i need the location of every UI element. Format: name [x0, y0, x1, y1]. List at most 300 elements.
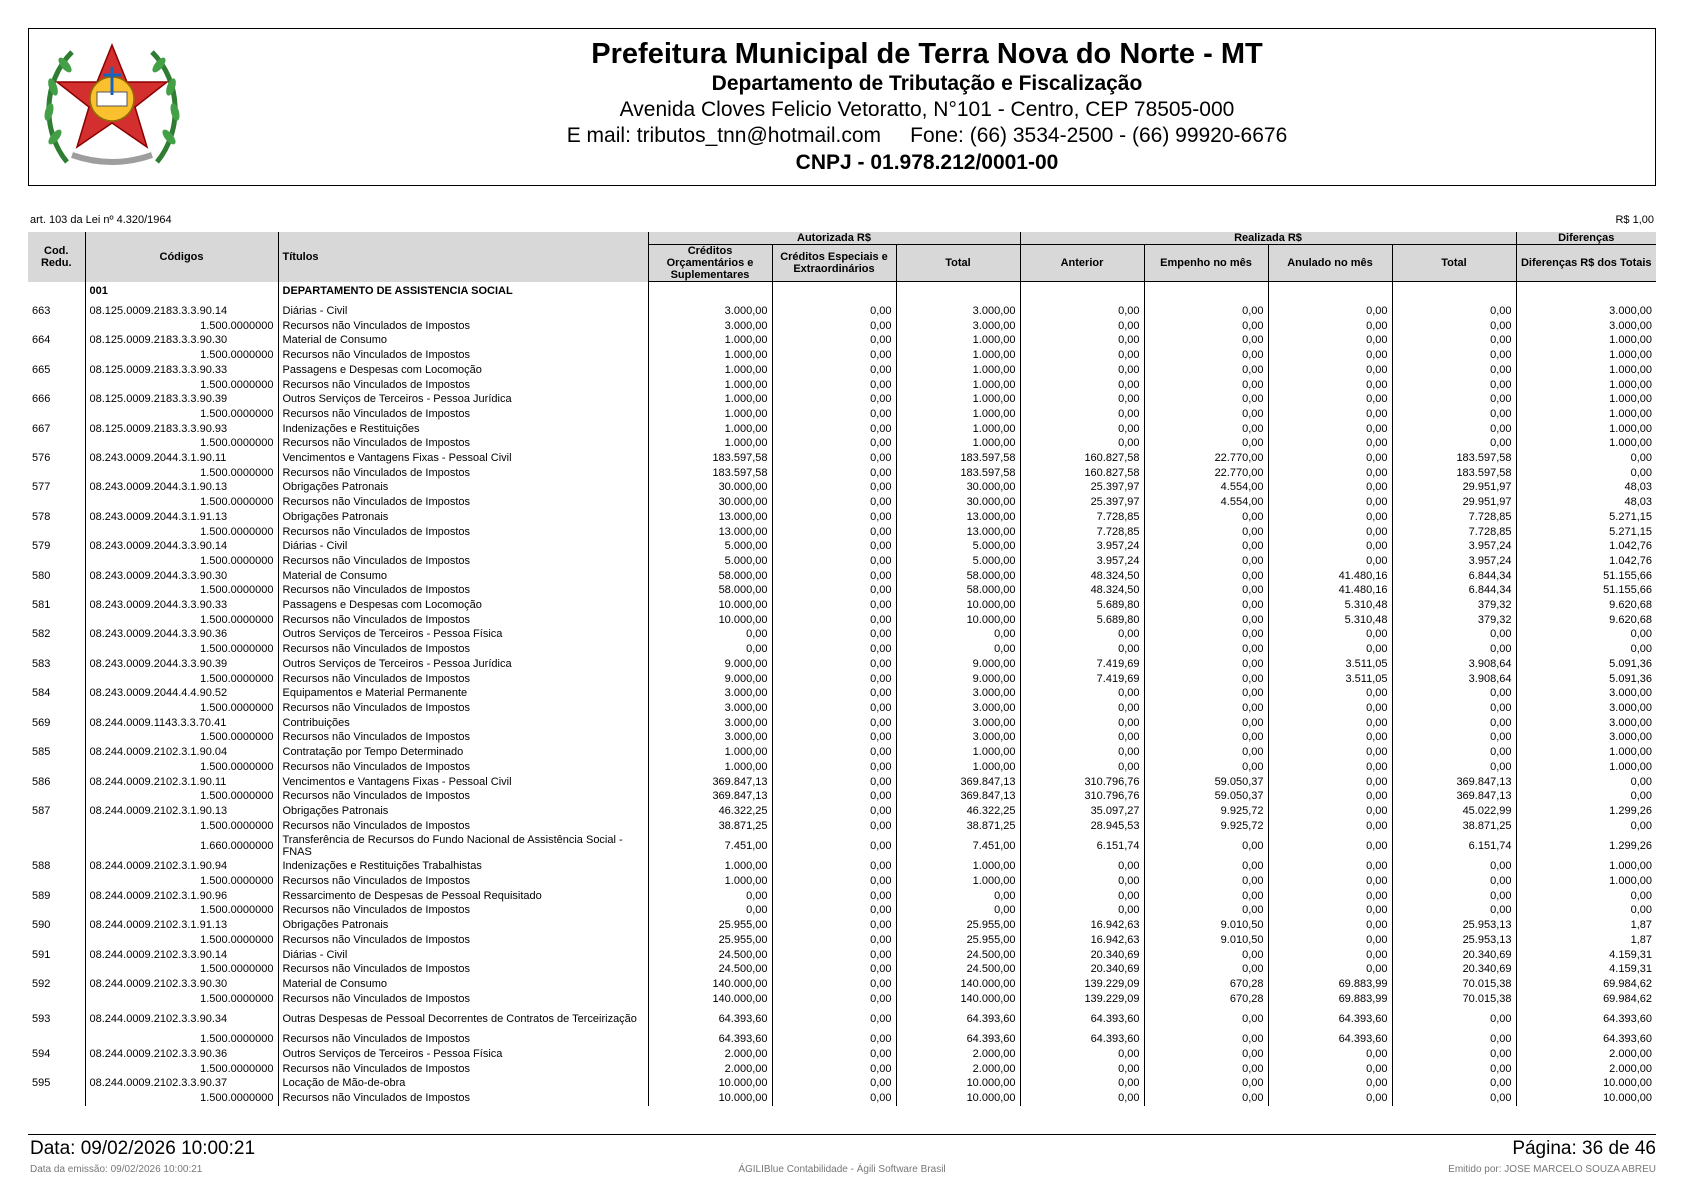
cell-cod: 576	[28, 451, 85, 466]
cell-codigo: 08.243.0009.2044.3.3.90.30	[85, 569, 278, 584]
cell-codigo: 1.500.0000000	[85, 730, 278, 745]
table-row	[28, 466, 1656, 481]
cell-creditos-especiais: 0,00	[772, 363, 896, 378]
cell-creditos-especiais: 0,00	[772, 378, 896, 393]
cell-codigo: 1.500.0000000	[85, 319, 278, 334]
cell-total-autorizada: 1.000,00	[896, 392, 1020, 407]
cell-titulo: Indenizações e Restituições Trabalhistas	[278, 859, 648, 874]
table-row	[28, 775, 1656, 790]
cell-creditos-especiais: 0,00	[772, 804, 896, 819]
cell-empenho: 0,00	[1144, 363, 1268, 378]
municipal-coat-of-arms-icon	[37, 37, 187, 177]
cell-titulo: Vencimentos e Vantagens Fixas - Pessoal Civil	[278, 451, 648, 466]
cell-anulado: 0,00	[1268, 889, 1392, 904]
cell-anulado: 0,00	[1268, 451, 1392, 466]
cell-titulo: Transferência de Recursos do Fundo Nacional de Assistência Social - FNAS	[278, 833, 648, 859]
cell-titulo: Outros Serviços de Terceiros - Pessoa Física	[278, 627, 648, 642]
cell-codigo: 08.243.0009.2044.3.3.90.39	[85, 657, 278, 672]
cell-total-realizada: 0,00	[1392, 1076, 1516, 1091]
cell-cod: 580	[28, 569, 85, 584]
cell-anulado: 0,00	[1268, 627, 1392, 642]
cell-total-realizada: 0,00	[1392, 1047, 1516, 1062]
cell-anterior: 0,00	[1020, 716, 1144, 731]
cell-codigo: 1.500.0000000	[85, 903, 278, 918]
cell-diferencas: 1.000,00	[1516, 348, 1656, 363]
cell-total-autorizada: 9.000,00	[896, 672, 1020, 687]
cell-creditos-orcamentarios: 58.000,00	[648, 583, 772, 598]
cell-titulo: Material de Consumo	[278, 977, 648, 992]
cell-diferencas: 51.155,66	[1516, 583, 1656, 598]
cell-cod: 590	[28, 918, 85, 933]
cell-total-autorizada: 24.500,00	[896, 948, 1020, 963]
cell-codigo: 1.500.0000000	[85, 378, 278, 393]
cell-cod: 579	[28, 539, 85, 554]
cell-total-realizada: 3.908,64	[1392, 657, 1516, 672]
cell-empenho: 670,28	[1144, 992, 1268, 1007]
cell-codigo: 1.500.0000000	[85, 407, 278, 422]
cell-diferencas: 1.000,00	[1516, 859, 1656, 874]
col-creditos-especiais: Créditos Especiais e Extraordinários	[772, 245, 896, 282]
cell-anulado: 5.310,48	[1268, 613, 1392, 628]
cell-empenho: 0,00	[1144, 642, 1268, 657]
cell-total-autorizada: 1.000,00	[896, 436, 1020, 451]
cell-empenho: 0,00	[1144, 304, 1268, 319]
cell-empenho: 0,00	[1144, 686, 1268, 701]
cell-anterior: 139.229,09	[1020, 977, 1144, 992]
cell-total-autorizada: 3.000,00	[896, 686, 1020, 701]
cell-cod	[28, 495, 85, 510]
table-row	[28, 918, 1656, 933]
cell-anulado: 41.480,16	[1268, 583, 1392, 598]
cell-creditos-orcamentarios: 369.847,13	[648, 775, 772, 790]
cell-cod	[28, 730, 85, 745]
cell-cod: 578	[28, 510, 85, 525]
cell-empenho: 0,00	[1144, 378, 1268, 393]
cell-total-realizada: 379,32	[1392, 613, 1516, 628]
cell-total-realizada: 0,00	[1392, 1006, 1516, 1032]
cell-creditos-orcamentarios: 5.000,00	[648, 554, 772, 569]
cell-anterior: 160.827,58	[1020, 466, 1144, 481]
cell-codigo: 08.125.0009.2183.3.3.90.30	[85, 333, 278, 348]
cell-codigo: 1.500.0000000	[85, 992, 278, 1007]
cell-anterior: 20.340,69	[1020, 962, 1144, 977]
cell-diferencas: 10.000,00	[1516, 1091, 1656, 1106]
cell-total-autorizada: 1.000,00	[896, 407, 1020, 422]
group-realizada: Realizada R$	[1020, 232, 1516, 245]
cell-total-realizada: 369.847,13	[1392, 775, 1516, 790]
cnpj: CNPJ - 01.978.212/0001-00	[795, 151, 1059, 174]
cell-titulo: Recursos não Vinculados de Impostos	[278, 992, 648, 1007]
cell-titulo: Recursos não Vinculados de Impostos	[278, 1062, 648, 1077]
cell-creditos-especiais: 0,00	[772, 833, 896, 859]
cell-cod: 593	[28, 1006, 85, 1032]
cell-total-realizada: 0,00	[1392, 333, 1516, 348]
cell-creditos-orcamentarios: 3.000,00	[648, 304, 772, 319]
cell-total-autorizada: 0,00	[896, 889, 1020, 904]
cell-diferencas: 1.000,00	[1516, 407, 1656, 422]
cell-empenho: 0,00	[1144, 348, 1268, 363]
cell-titulo: Recursos não Vinculados de Impostos	[278, 407, 648, 422]
cell-anterior: 0,00	[1020, 701, 1144, 716]
cell-creditos-especiais: 0,00	[772, 745, 896, 760]
cell-titulo: Passagens e Despesas com Locomoção	[278, 363, 648, 378]
cell-creditos-orcamentarios: 25.955,00	[648, 933, 772, 948]
cell-cod: 594	[28, 1047, 85, 1062]
cell-anterior: 0,00	[1020, 333, 1144, 348]
cell-total-realizada: 0,00	[1392, 760, 1516, 775]
cell-anulado: 0,00	[1268, 378, 1392, 393]
col-titulos: Títulos	[278, 232, 648, 282]
cell-codigo: 08.244.0009.2102.3.1.91.13	[85, 918, 278, 933]
cell-cod	[28, 1062, 85, 1077]
table-row	[28, 819, 1656, 834]
table-row	[28, 627, 1656, 642]
cell-creditos-orcamentarios: 10.000,00	[648, 613, 772, 628]
cell-creditos-especiais: 0,00	[772, 495, 896, 510]
cell-empenho: 9.010,50	[1144, 918, 1268, 933]
cell-empenho: 0,00	[1144, 716, 1268, 731]
cell-total-realizada: 45.022,99	[1392, 804, 1516, 819]
cell-diferencas: 69.984,62	[1516, 992, 1656, 1007]
cell-codigo: 1.660.0000000	[85, 833, 278, 859]
emission-date: Data da emissão: 09/02/2026 10:00:21	[30, 1164, 203, 1175]
cell-titulo: Recursos não Vinculados de Impostos	[278, 583, 648, 598]
cell-creditos-especiais: 0,00	[772, 992, 896, 1007]
cell-codigo: 08.243.0009.2044.3.3.90.33	[85, 598, 278, 613]
cell-creditos-orcamentarios: 30.000,00	[648, 480, 772, 495]
cell-diferencas: 3.000,00	[1516, 304, 1656, 319]
cell-titulo: Outros Serviços de Terceiros - Pessoa Física	[278, 1047, 648, 1062]
group-diferencas: Diferenças	[1516, 232, 1656, 245]
cell-anulado: 0,00	[1268, 539, 1392, 554]
cell-codigo: 08.243.0009.2044.3.1.90.11	[85, 451, 278, 466]
cell-anulado: 0,00	[1268, 745, 1392, 760]
cell-anterior: 16.942,63	[1020, 933, 1144, 948]
cell-cod: 591	[28, 948, 85, 963]
cell-anterior: 0,00	[1020, 436, 1144, 451]
cell-creditos-especiais: 0,00	[772, 642, 896, 657]
cell-anterior: 0,00	[1020, 1062, 1144, 1077]
cell-creditos-orcamentarios: 9.000,00	[648, 672, 772, 687]
cell-total-realizada: 7.728,85	[1392, 525, 1516, 540]
cell-codigo: 08.125.0009.2183.3.3.90.93	[85, 422, 278, 437]
cell-creditos-orcamentarios: 140.000,00	[648, 977, 772, 992]
cell-creditos-especiais: 0,00	[772, 1047, 896, 1062]
table-row	[28, 613, 1656, 628]
cell-anulado: 0,00	[1268, 1076, 1392, 1091]
cell-total-autorizada: 5.000,00	[896, 539, 1020, 554]
cell-creditos-especiais: 0,00	[772, 598, 896, 613]
cell-titulo: Contratação por Tempo Determinado	[278, 745, 648, 760]
cell-diferencas: 1.299,26	[1516, 833, 1656, 859]
cell-empenho: 0,00	[1144, 672, 1268, 687]
cell-anterior: 0,00	[1020, 1076, 1144, 1091]
cell-diferencas: 1.299,26	[1516, 804, 1656, 819]
cell-creditos-orcamentarios: 1.000,00	[648, 859, 772, 874]
cell-diferencas: 1.042,76	[1516, 539, 1656, 554]
cell-empenho: 0,00	[1144, 525, 1268, 540]
cell-titulo: Recursos não Vinculados de Impostos	[278, 319, 648, 334]
cell-empenho: 22.770,00	[1144, 466, 1268, 481]
cell-creditos-especiais: 0,00	[772, 657, 896, 672]
cell-anulado: 64.393,60	[1268, 1006, 1392, 1032]
cell-creditos-especiais: 0,00	[772, 613, 896, 628]
cell-cod	[28, 407, 85, 422]
cell-anterior: 48.324,50	[1020, 569, 1144, 584]
table-row	[28, 598, 1656, 613]
cell-cod: 665	[28, 363, 85, 378]
cell-creditos-especiais: 0,00	[772, 1006, 896, 1032]
cell-anterior: 64.393,60	[1020, 1032, 1144, 1047]
cell-diferencas: 5.091,36	[1516, 672, 1656, 687]
department-row	[28, 282, 1656, 305]
cell-titulo: Diárias - Civil	[278, 304, 648, 319]
cell-anterior: 0,00	[1020, 392, 1144, 407]
cell-titulo: Material de Consumo	[278, 333, 648, 348]
cell-titulo: Passagens e Despesas com Locomoção	[278, 598, 648, 613]
cell-diferencas: 1.000,00	[1516, 422, 1656, 437]
cell-codigo: 1.500.0000000	[85, 554, 278, 569]
cell-diferencas: 1.000,00	[1516, 745, 1656, 760]
cell-total-realizada: 20.340,69	[1392, 948, 1516, 963]
cell-titulo: Recursos não Vinculados de Impostos	[278, 672, 648, 687]
table-row	[28, 1062, 1656, 1077]
cell-creditos-orcamentarios: 5.000,00	[648, 539, 772, 554]
department-code: 001	[85, 282, 278, 305]
cell-total-realizada: 25.953,13	[1392, 933, 1516, 948]
cell-anulado: 0,00	[1268, 933, 1392, 948]
cell-codigo: 08.125.0009.2183.3.3.90.39	[85, 392, 278, 407]
cell-anulado: 5.310,48	[1268, 598, 1392, 613]
cell-diferencas: 9.620,68	[1516, 598, 1656, 613]
cell-creditos-orcamentarios: 183.597,58	[648, 451, 772, 466]
cell-titulo: Recursos não Vinculados de Impostos	[278, 348, 648, 363]
cell-creditos-especiais: 0,00	[772, 436, 896, 451]
cell-diferencas: 64.393,60	[1516, 1032, 1656, 1047]
cell-cod: 584	[28, 686, 85, 701]
cell-anulado: 64.393,60	[1268, 1032, 1392, 1047]
table-row	[28, 583, 1656, 598]
cell-anulado: 0,00	[1268, 363, 1392, 378]
cell-anterior: 0,00	[1020, 686, 1144, 701]
cell-diferencas: 3.000,00	[1516, 716, 1656, 731]
cell-cod: 577	[28, 480, 85, 495]
cell-creditos-orcamentarios: 24.500,00	[648, 948, 772, 963]
cell-creditos-orcamentarios: 1.000,00	[648, 422, 772, 437]
cell-total-autorizada: 30.000,00	[896, 495, 1020, 510]
cell-total-autorizada: 24.500,00	[896, 962, 1020, 977]
cell-total-realizada: 25.953,13	[1392, 918, 1516, 933]
cell-creditos-especiais: 0,00	[772, 480, 896, 495]
cell-titulo: Recursos não Vinculados de Impostos	[278, 933, 648, 948]
cell-anulado: 0,00	[1268, 804, 1392, 819]
table-row	[28, 436, 1656, 451]
cell-cod: 586	[28, 775, 85, 790]
cell-total-realizada: 369.847,13	[1392, 789, 1516, 804]
col-cod: Cod. Redu.	[28, 232, 85, 282]
cell-anterior: 64.393,60	[1020, 1006, 1144, 1032]
cell-total-autorizada: 0,00	[896, 642, 1020, 657]
cell-diferencas: 1,87	[1516, 933, 1656, 948]
cell-codigo: 1.500.0000000	[85, 642, 278, 657]
cell-titulo: Indenizações e Restituições	[278, 422, 648, 437]
cell-creditos-orcamentarios: 0,00	[648, 889, 772, 904]
cell-creditos-orcamentarios: 140.000,00	[648, 992, 772, 1007]
col-anulado: Anulado no mês	[1268, 245, 1392, 282]
cell-total-autorizada: 7.451,00	[896, 833, 1020, 859]
cell-total-autorizada: 3.000,00	[896, 701, 1020, 716]
cell-total-autorizada: 10.000,00	[896, 598, 1020, 613]
cell-codigo: 08.244.0009.2102.3.1.90.04	[85, 745, 278, 760]
cell-creditos-especiais: 0,00	[772, 672, 896, 687]
table-row	[28, 525, 1656, 540]
cell-total-realizada: 379,32	[1392, 598, 1516, 613]
cell-cod: 592	[28, 977, 85, 992]
cell-titulo: Recursos não Vinculados de Impostos	[278, 1032, 648, 1047]
cell-total-autorizada: 13.000,00	[896, 525, 1020, 540]
cell-total-realizada: 0,00	[1392, 745, 1516, 760]
cell-creditos-especiais: 0,00	[772, 918, 896, 933]
cell-anterior: 0,00	[1020, 319, 1144, 334]
cell-total-autorizada: 13.000,00	[896, 510, 1020, 525]
cell-codigo: 1.500.0000000	[85, 436, 278, 451]
cell-total-autorizada: 3.000,00	[896, 730, 1020, 745]
cell-total-realizada: 0,00	[1392, 348, 1516, 363]
cell-total-autorizada: 1.000,00	[896, 859, 1020, 874]
cell-codigo: 08.243.0009.2044.3.1.91.13	[85, 510, 278, 525]
cell-creditos-especiais: 0,00	[772, 510, 896, 525]
cell-diferencas: 3.000,00	[1516, 730, 1656, 745]
cell-empenho: 59.050,37	[1144, 775, 1268, 790]
cell-cod	[28, 436, 85, 451]
cell-anterior: 5.689,80	[1020, 598, 1144, 613]
cell-codigo: 08.244.0009.2102.3.3.90.36	[85, 1047, 278, 1062]
table-row	[28, 789, 1656, 804]
cell-anterior: 0,00	[1020, 1091, 1144, 1106]
cell-total-autorizada: 2.000,00	[896, 1047, 1020, 1062]
cell-titulo: Obrigações Patronais	[278, 918, 648, 933]
cell-creditos-especiais: 0,00	[772, 627, 896, 642]
cell-codigo: 1.500.0000000	[85, 672, 278, 687]
col-diferencas: Diferenças R$ dos Totais	[1516, 245, 1656, 282]
cell-diferencas: 0,00	[1516, 627, 1656, 642]
cell-total-realizada: 0,00	[1392, 686, 1516, 701]
cell-cod	[28, 992, 85, 1007]
cell-anulado: 69.883,99	[1268, 992, 1392, 1007]
cell-titulo: Obrigações Patronais	[278, 510, 648, 525]
cell-total-autorizada: 58.000,00	[896, 583, 1020, 598]
cell-creditos-orcamentarios: 64.393,60	[648, 1006, 772, 1032]
cell-diferencas: 3.000,00	[1516, 319, 1656, 334]
cell-cod: 666	[28, 392, 85, 407]
cell-cod	[28, 583, 85, 598]
cell-anulado: 3.511,05	[1268, 672, 1392, 687]
cell-total-autorizada: 1.000,00	[896, 745, 1020, 760]
cell-empenho: 670,28	[1144, 977, 1268, 992]
cell-total-autorizada: 2.000,00	[896, 1062, 1020, 1077]
table-row	[28, 804, 1656, 819]
cell-creditos-especiais: 0,00	[772, 1091, 896, 1106]
cell-anulado: 0,00	[1268, 333, 1392, 348]
cell-codigo: 08.244.0009.2102.3.1.90.96	[85, 889, 278, 904]
cell-codigo: 08.243.0009.2044.3.3.90.14	[85, 539, 278, 554]
cell-total-autorizada: 10.000,00	[896, 613, 1020, 628]
cell-total-autorizada: 1.000,00	[896, 874, 1020, 889]
cell-empenho: 0,00	[1144, 701, 1268, 716]
cell-creditos-orcamentarios: 369.847,13	[648, 789, 772, 804]
cell-diferencas: 4.159,31	[1516, 962, 1656, 977]
cell-total-autorizada: 183.597,58	[896, 451, 1020, 466]
table-row	[28, 686, 1656, 701]
cell-empenho: 0,00	[1144, 903, 1268, 918]
cell-creditos-especiais: 0,00	[772, 962, 896, 977]
cell-creditos-especiais: 0,00	[772, 948, 896, 963]
cell-creditos-orcamentarios: 64.393,60	[648, 1032, 772, 1047]
cell-titulo: Recursos não Vinculados de Impostos	[278, 378, 648, 393]
cell-cod: 583	[28, 657, 85, 672]
cell-creditos-especiais: 0,00	[772, 583, 896, 598]
cell-codigo: 1.500.0000000	[85, 1032, 278, 1047]
report-header	[28, 28, 1656, 186]
cell-cod	[28, 962, 85, 977]
cell-empenho: 22.770,00	[1144, 451, 1268, 466]
table-row	[28, 903, 1656, 918]
cell-creditos-orcamentarios: 1.000,00	[648, 745, 772, 760]
cell-codigo: 08.244.0009.2102.3.3.90.14	[85, 948, 278, 963]
table-row	[28, 348, 1656, 363]
cell-creditos-orcamentarios: 2.000,00	[648, 1047, 772, 1062]
cell-creditos-orcamentarios: 9.000,00	[648, 657, 772, 672]
cell-empenho: 4.554,00	[1144, 480, 1268, 495]
cell-diferencas: 1,87	[1516, 918, 1656, 933]
cell-creditos-orcamentarios: 1.000,00	[648, 407, 772, 422]
cell-total-realizada: 0,00	[1392, 392, 1516, 407]
cell-total-autorizada: 3.000,00	[896, 304, 1020, 319]
cell-titulo: Outros Serviços de Terceiros - Pessoa Jurídica	[278, 657, 648, 672]
org-title: Prefeitura Municipal de Terra Nova do Norte - MT	[591, 38, 1263, 70]
cell-cod	[28, 613, 85, 628]
table-row	[28, 569, 1656, 584]
cell-titulo: Recursos não Vinculados de Impostos	[278, 466, 648, 481]
cell-diferencas: 1.000,00	[1516, 363, 1656, 378]
cell-diferencas: 0,00	[1516, 789, 1656, 804]
cell-empenho: 0,00	[1144, 760, 1268, 775]
cell-total-autorizada: 64.393,60	[896, 1032, 1020, 1047]
cell-empenho: 0,00	[1144, 422, 1268, 437]
cell-anulado: 0,00	[1268, 304, 1392, 319]
cell-codigo: 1.500.0000000	[85, 613, 278, 628]
cell-total-realizada: 0,00	[1392, 730, 1516, 745]
cell-anulado: 0,00	[1268, 819, 1392, 834]
cell-anterior: 16.942,63	[1020, 918, 1144, 933]
cell-total-autorizada: 25.955,00	[896, 933, 1020, 948]
cell-diferencas: 5.091,36	[1516, 657, 1656, 672]
address: Avenida Cloves Felicio Vetoratto, N°101 - Centro, CEP 78505-000	[619, 98, 1235, 121]
cell-empenho: 0,00	[1144, 319, 1268, 334]
cell-anulado: 0,00	[1268, 422, 1392, 437]
cell-cod	[28, 378, 85, 393]
cell-creditos-orcamentarios: 24.500,00	[648, 962, 772, 977]
cell-titulo: Recursos não Vinculados de Impostos	[278, 613, 648, 628]
cell-creditos-especiais: 0,00	[772, 819, 896, 834]
table-row	[28, 378, 1656, 393]
cell-creditos-orcamentarios: 0,00	[648, 642, 772, 657]
table-row	[28, 730, 1656, 745]
cell-empenho: 9.925,72	[1144, 804, 1268, 819]
cell-diferencas: 9.620,68	[1516, 613, 1656, 628]
cell-creditos-especiais: 0,00	[772, 466, 896, 481]
cell-codigo: 08.244.0009.1143.3.3.70.41	[85, 716, 278, 731]
